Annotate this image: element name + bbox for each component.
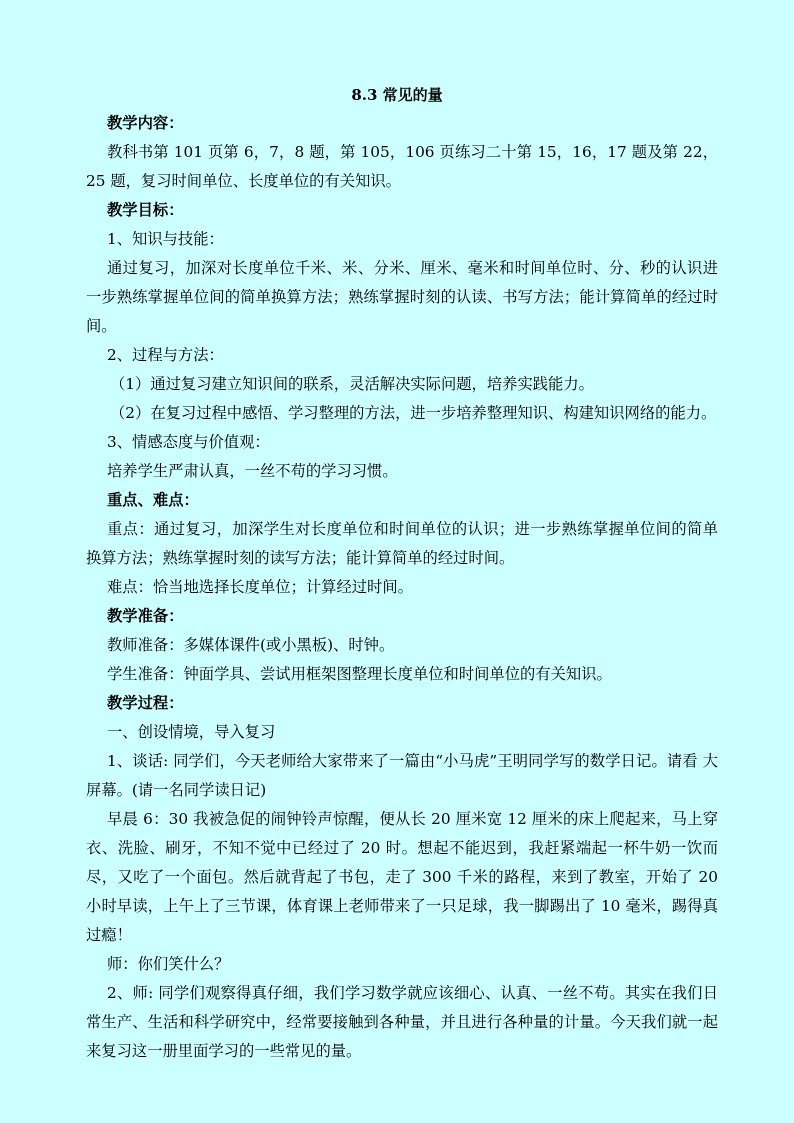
heading-teaching-content: 教学内容： xyxy=(107,114,184,132)
paragraph-teaching-content: 教科书第 101 页第 6，7，8 题，第 105，106 页练习二十第 15，16，17 题及第 22，25 题，复习时间单位、长度单位的有关知识。 xyxy=(86,143,718,190)
paragraph-diary: 早晨 6：30 我被急促的闹钟铃声惊醒，便从长 20 厘米宽 12 厘米的床上爬起来，马上穿衣、洗脸、刷牙，不知不觉中已经过了 20 时。想起不能迟到，我赶紧端起一杯牛奶一饮而尽，又吃了一个面包。然后就背起了书包，走了 300 千米的路程，来到了教室，开始了 20 小时早读，上午上了三节课，体育课上老师带来了一只足球，我一脚踢出了 10 毫米，踢得真过瘾！ xyxy=(86,810,718,944)
document-title: 8.3 常见的量 xyxy=(351,86,443,104)
subheading-attitude-values: 3、情感态度与价值观： xyxy=(107,433,270,451)
paragraph-process-1: （1）通过复习建立知识间的联系，灵活解决实际问题，培养实践能力。 xyxy=(110,375,594,393)
paragraph-difficult-point: 难点：恰当地选择长度单位；计算经过时间。 xyxy=(107,578,413,596)
paragraph-knowledge-skills: 通过复习，加深对长度单位千米、米、分米、厘米、毫米和时间单位时、分、秒的认识进一步熟练掌握单位间的简单换算方法；熟练掌握时刻的认读、书写方法；能计算简单的经过时间。 xyxy=(86,259,718,335)
heading-teaching-goals: 教学目标： xyxy=(107,201,184,219)
paragraph-student-preparation: 学生准备：钟面学具、尝试用框架图整理长度单位和时间单位的有关知识。 xyxy=(107,665,612,683)
heading-key-points: 重点、难点： xyxy=(107,491,199,509)
subheading-process-methods: 2、过程与方法： xyxy=(107,346,224,364)
heading-preparation: 教学准备： xyxy=(107,607,184,625)
subheading-create-situation: 一、创设情境，导入复习 xyxy=(107,723,276,741)
paragraph-conversation: 1、谈话: 同学们，今天老师给大家带来了一篇由“小马虎”王明同学写的数学日记。请看 大屏幕。(请一名同学读日记) xyxy=(86,752,718,799)
paragraph-teacher-question: 师：你们笑什么？ xyxy=(107,955,230,973)
paragraph-teacher-preparation: 教师准备：多媒体课件(或小黑板)、时钟。 xyxy=(107,636,395,654)
heading-teaching-process: 教学过程： xyxy=(107,694,184,712)
subheading-knowledge-skills: 1、知识与技能： xyxy=(107,230,224,248)
paragraph-key-point: 重点：通过复习，加深学生对长度单位和时间单位的认识；进一步熟练掌握单位间的简单换算方法；熟练掌握时刻的读写方法；能计算简单的经过时间。 xyxy=(86,520,718,567)
paragraph-teacher-summary: 2、师: 同学们观察得真仔细，我们学习数学就应该细心、认真、一丝不苟。其实在我们日常生产、生活和科学研究中，经常要接触到各种量，并且进行各种量的计量。今天我们就一起来复习这一册里面学习的一些常见的量。 xyxy=(86,984,718,1060)
paragraph-attitude-values: 培养学生严肃认真，一丝不苟的学习习惯。 xyxy=(107,462,398,480)
document-body xyxy=(86,109,718,1066)
paragraph-process-2: （2）在复习过程中感悟、学习整理的方法，进一步培养整理知识、构建知识网络的能力。 xyxy=(110,404,717,422)
